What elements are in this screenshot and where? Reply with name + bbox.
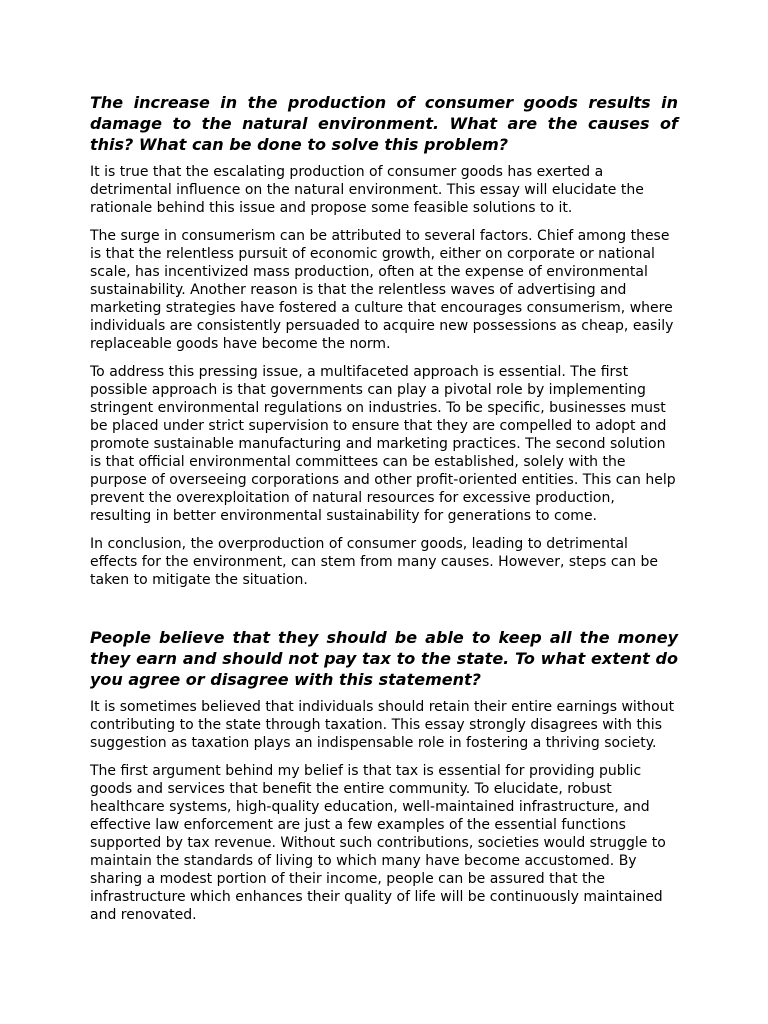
- section-spacer: [90, 599, 678, 627]
- essay-1-paragraph-solutions: To address this pressing issue, a multifaceted approach is essential. The first possible approach is that governments can play a pivotal role by implementing stringent environmental regulations on industries. To be specific, businesses must be placed under strict supervision to ensure that they are compelled to adopt and promote sustainable manufacturing and marketing practices. The second solution is that official environmental committees can be established, solely with the purpose of overseeing corporations and other profit-oriented entities. This can help prevent the overexploitation of natural resources for excessive production, resulting in better environmental sustainability for generations to come.: [90, 364, 676, 524]
- essay-1-paragraph-intro: It is true that the escalating production of consumer goods has exerted a detrimental influence on the natural environment. This essay will elucidate the rationale behind this issue and propose some feasible solutions to it.: [90, 164, 644, 216]
- essay-1-paragraph-causes: The surge in consumerism can be attributed to several factors. Chief among these is that the relentless pursuit of economic growth, either on corporate or national scale, has incentivized mass production, often at the expense of environmental sustainability. Another reason is that the relentless waves of advertising and marketing strategies have fostered a culture that encourages consumerism, where individuals are consistently persuaded to acquire new possessions as cheap, easily replaceable goods have become the norm.: [90, 228, 674, 352]
- document-page: [90, 92, 678, 934]
- essay-2-question-heading: People believe that they should be able to keep all the money they earn and should not pay tax to the state. To what extent do you agree or disagree with this statement?: [90, 628, 678, 689]
- essay-1-paragraph-conclusion: In conclusion, the overproduction of consumer goods, leading to detrimental effects for the environment, can stem from many causes. However, steps can be taken to mitigate the situation.: [90, 536, 659, 588]
- essay-2: [90, 627, 678, 924]
- essay-2-paragraph-argument-1: The first argument behind my belief is that tax is essential for providing public goods and services that benefit the entire community. To elucidate, robust healthcare systems, high-quality education, well-maintained infrastructure, and effective law enforcement are just a few examples of the essential functions supported by tax revenue. Without such contributions, societies would struggle to maintain the standards of living to which many have become accustomed. By sharing a modest portion of their income, people can be assured that the infrastructure which enhances their quality of life will be continuously maintained and renovated.: [90, 763, 666, 923]
- essay-2-paragraph-intro: It is sometimes believed that individuals should retain their entire earnings without contributing to the state through taxation. This essay strongly disagrees with this suggestion as taxation plays an indispensable role in fostering a thriving society.: [90, 699, 675, 751]
- essay-1: [90, 92, 678, 589]
- essay-1-question-heading: The increase in the production of consumer goods results in damage to the natural environment. What are the causes of this? What can be done to solve this problem?: [90, 93, 678, 154]
